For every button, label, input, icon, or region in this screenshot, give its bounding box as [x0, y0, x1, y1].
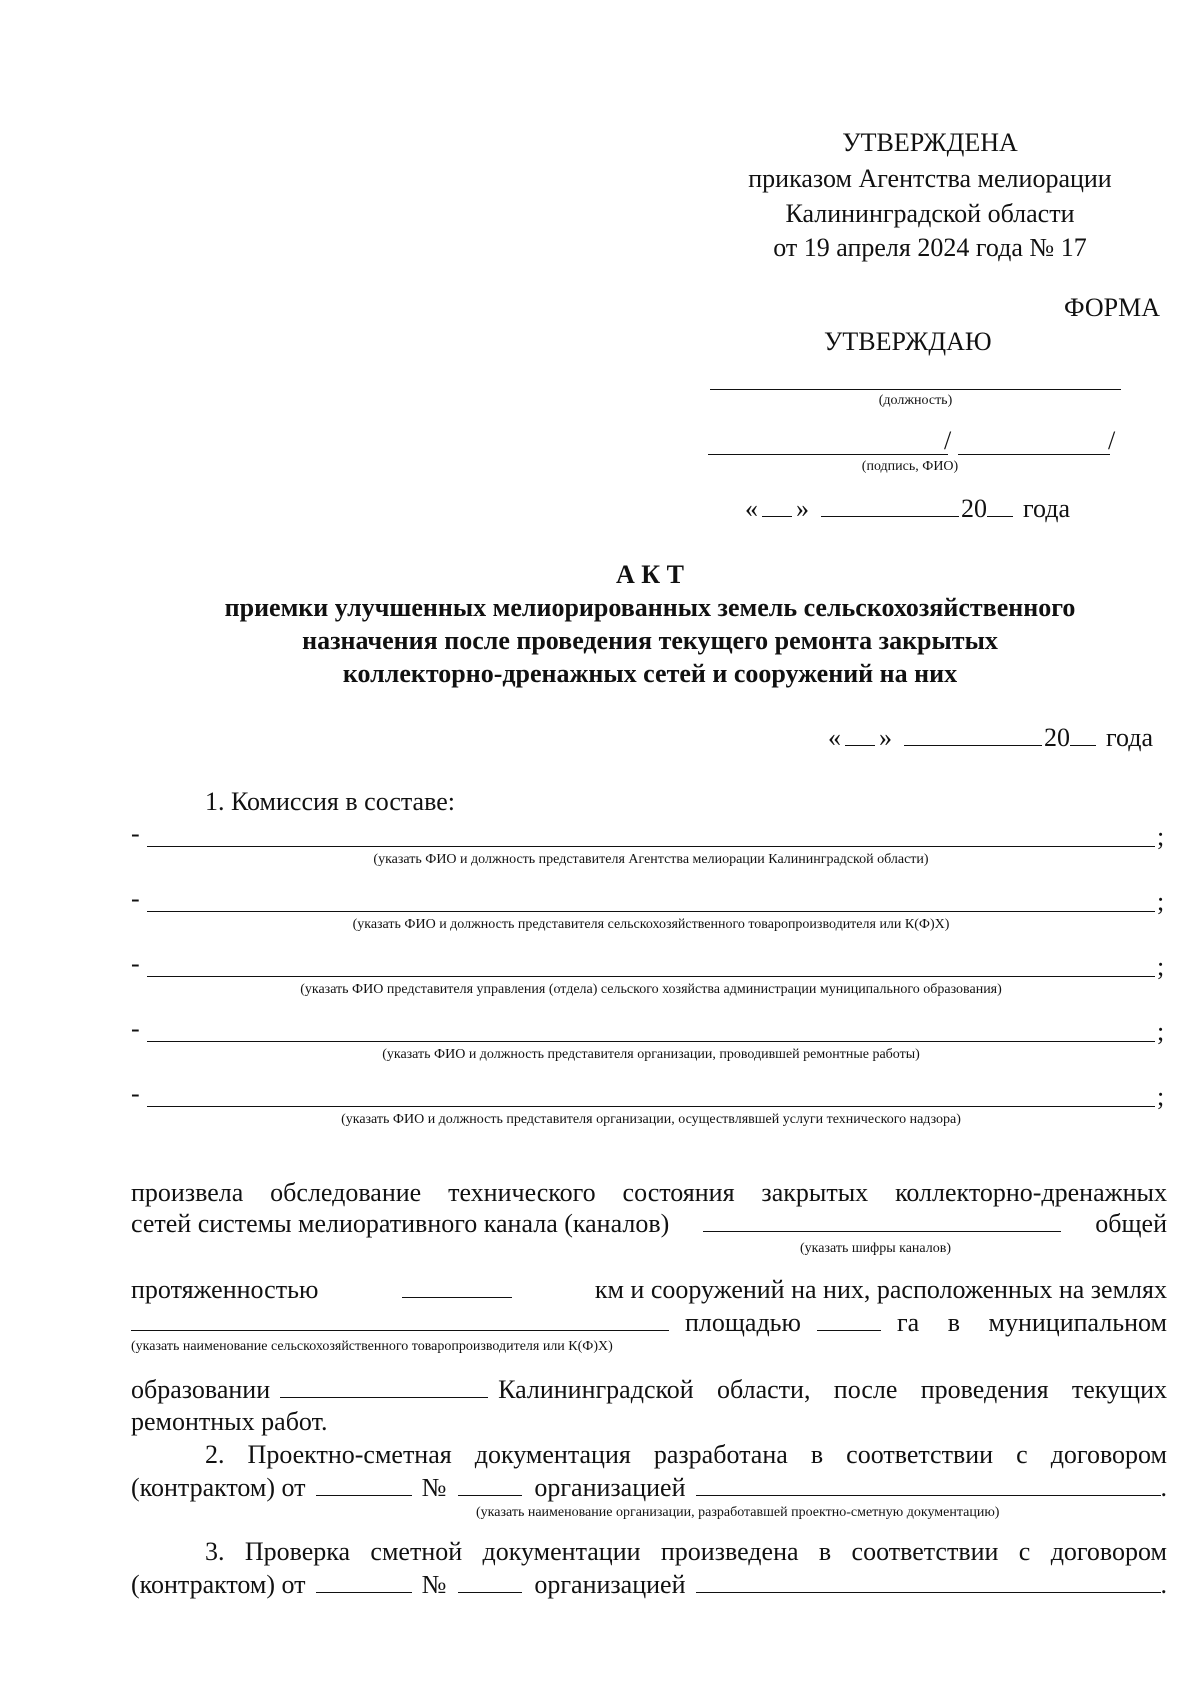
- p2-number-sign: №: [421, 1473, 447, 1502]
- member-3-caption: (указать ФИО представителя управления (отдела) сельского хозяйства администрации муниципального образования): [300, 982, 1002, 997]
- p3-org-label: организацией: [534, 1570, 686, 1599]
- act-date-quote-open: «: [828, 723, 841, 752]
- p2-period: .: [1160, 1473, 1167, 1502]
- signature-line: [708, 454, 948, 455]
- p2-org-blank: [696, 1473, 1161, 1496]
- member-5-line: [147, 1106, 1155, 1107]
- date-year-prefix: 20: [961, 494, 987, 523]
- date-day-blank: [762, 494, 792, 517]
- signature-caption: (подпись, ФИО): [861, 459, 959, 474]
- producer-caption: (указать наименование сельскохозяйственного товаропроизводителя или К(Ф)Х): [131, 1339, 613, 1354]
- p2-contract-label: (контрактом) от: [131, 1473, 306, 1502]
- approval-line-2: Калининградской области: [785, 199, 1075, 228]
- p3-period: .: [1160, 1570, 1167, 1599]
- act-date-day-blank: [845, 723, 875, 746]
- date-quote-open: «: [745, 494, 758, 523]
- area-label: площадью: [685, 1308, 801, 1337]
- date-quote-close: »: [796, 494, 809, 523]
- body-line-4: [131, 1308, 1167, 1338]
- body-line-2-end: общей: [1095, 1209, 1167, 1238]
- name-line: [958, 454, 1110, 455]
- member-2-line: [147, 911, 1155, 912]
- producer-blank: [131, 1308, 669, 1331]
- date-month-blank: [821, 494, 959, 517]
- signature-slash: /: [944, 426, 952, 455]
- member-4-semicolon: ;: [1157, 1017, 1165, 1046]
- p3-org-blank: [696, 1570, 1161, 1593]
- body-line-5: [131, 1375, 1167, 1405]
- member-3-semicolon: ;: [1157, 952, 1165, 981]
- body-line-5-end: Калининградской области, после проведения текущих: [498, 1375, 1167, 1404]
- member-2-dash: -: [131, 884, 140, 913]
- body-line-2: [131, 1209, 1167, 1239]
- member-3-dash: -: [131, 949, 140, 978]
- municipality-blank: [280, 1375, 488, 1398]
- p2-number-blank: [458, 1473, 522, 1496]
- member-1-caption: (указать ФИО и должность представителя Агентства мелиорации Калининградской области): [373, 852, 929, 867]
- body-line-2-text: сетей системы мелиоративного канала (каналов): [131, 1209, 670, 1238]
- approval-title: УТВЕРЖДЕНА: [842, 128, 1018, 157]
- member-4-dash: -: [131, 1014, 140, 1043]
- member-5-dash: -: [131, 1079, 140, 1108]
- p3-number-blank: [458, 1570, 522, 1593]
- member-4-line: [147, 1041, 1155, 1042]
- p3-number-sign: №: [421, 1570, 447, 1599]
- member-1-semicolon: ;: [1157, 822, 1165, 851]
- p3-date-blank: [316, 1570, 412, 1593]
- signature-slash-end: /: [1108, 426, 1116, 455]
- p3-contract-label: (контрактом) от: [131, 1570, 306, 1599]
- p2-org-label: организацией: [534, 1473, 686, 1502]
- approval-line-1: приказом Агентства мелиорации: [748, 164, 1112, 193]
- act-title: А К Т: [616, 560, 684, 589]
- body-line-4-end: га в муниципальном: [896, 1308, 1167, 1337]
- position-line: [710, 389, 1121, 390]
- member-1-line: [147, 846, 1155, 847]
- member-5-caption: (указать ФИО и должность представителя организации, осуществлявшей услуги технического надзора): [341, 1112, 961, 1127]
- member-3-line: [147, 976, 1155, 977]
- approve-date: [745, 494, 1070, 524]
- form-label: ФОРМА: [1064, 293, 1160, 322]
- act-date-year-blank: [1070, 723, 1096, 746]
- act-date-year-prefix: 20: [1044, 723, 1070, 752]
- commission-heading: 1. Комиссия в составе:: [205, 787, 455, 816]
- p2-caption: (указать наименование организации, разработавшей проектно-сметную документацию): [476, 1505, 1000, 1520]
- body-line-3: [131, 1275, 1167, 1305]
- act-date-month-blank: [904, 723, 1042, 746]
- p2-line-2: [131, 1473, 1167, 1503]
- member-2-semicolon: ;: [1157, 887, 1165, 916]
- body-line-6: ремонтных работ.: [131, 1407, 328, 1436]
- approve-title: УТВЕРЖДАЮ: [824, 327, 992, 356]
- channels-blank: [703, 1209, 1061, 1232]
- area-blank: [817, 1308, 881, 1331]
- length-blank: [402, 1275, 512, 1298]
- act-date: [828, 723, 1153, 753]
- member-1-dash: -: [131, 819, 140, 848]
- member-5-semicolon: ;: [1157, 1082, 1165, 1111]
- approval-line-3: от 19 апреля 2024 года № 17: [773, 233, 1087, 262]
- body-line-3-end: км и сооружений на них, расположенных на землях: [594, 1275, 1167, 1304]
- member-2-caption: (указать ФИО и должность представителя сельскохозяйственного товаропроизводителя или К(Ф)Х): [352, 917, 950, 932]
- p2-line-1: 2. Проектно-сметная документация разработана в соответствии с договором: [205, 1440, 1167, 1469]
- act-subtitle-1: приемки улучшенных мелиорированных земель сельскохозяйственного: [224, 593, 1076, 622]
- body-line-3-text: протяженностью: [131, 1275, 319, 1304]
- p2-date-blank: [316, 1473, 412, 1496]
- body-line-1: произвела обследование технического состояния закрытых коллекторно-дренажных: [131, 1178, 1167, 1207]
- act-date-year-word: года: [1106, 723, 1154, 752]
- position-caption: (должность): [878, 393, 953, 408]
- channels-caption: (указать шифры каналов): [800, 1241, 951, 1256]
- act-subtitle-2: назначения после проведения текущего ремонта закрытых: [302, 626, 998, 655]
- date-year-word: года: [1023, 494, 1071, 523]
- p3-line-2: [131, 1570, 1167, 1600]
- member-4-caption: (указать ФИО и должность представителя организации, проводившей ремонтные работы): [382, 1047, 920, 1062]
- date-year-blank: [987, 494, 1013, 517]
- act-subtitle-3: коллекторно-дренажных сетей и сооружений на них: [342, 659, 958, 688]
- act-date-quote-close: »: [879, 723, 892, 752]
- p3-line-1: 3. Проверка сметной документации произведена в соответствии с договором: [205, 1537, 1167, 1566]
- body-line-5-text: образовании: [131, 1375, 271, 1404]
